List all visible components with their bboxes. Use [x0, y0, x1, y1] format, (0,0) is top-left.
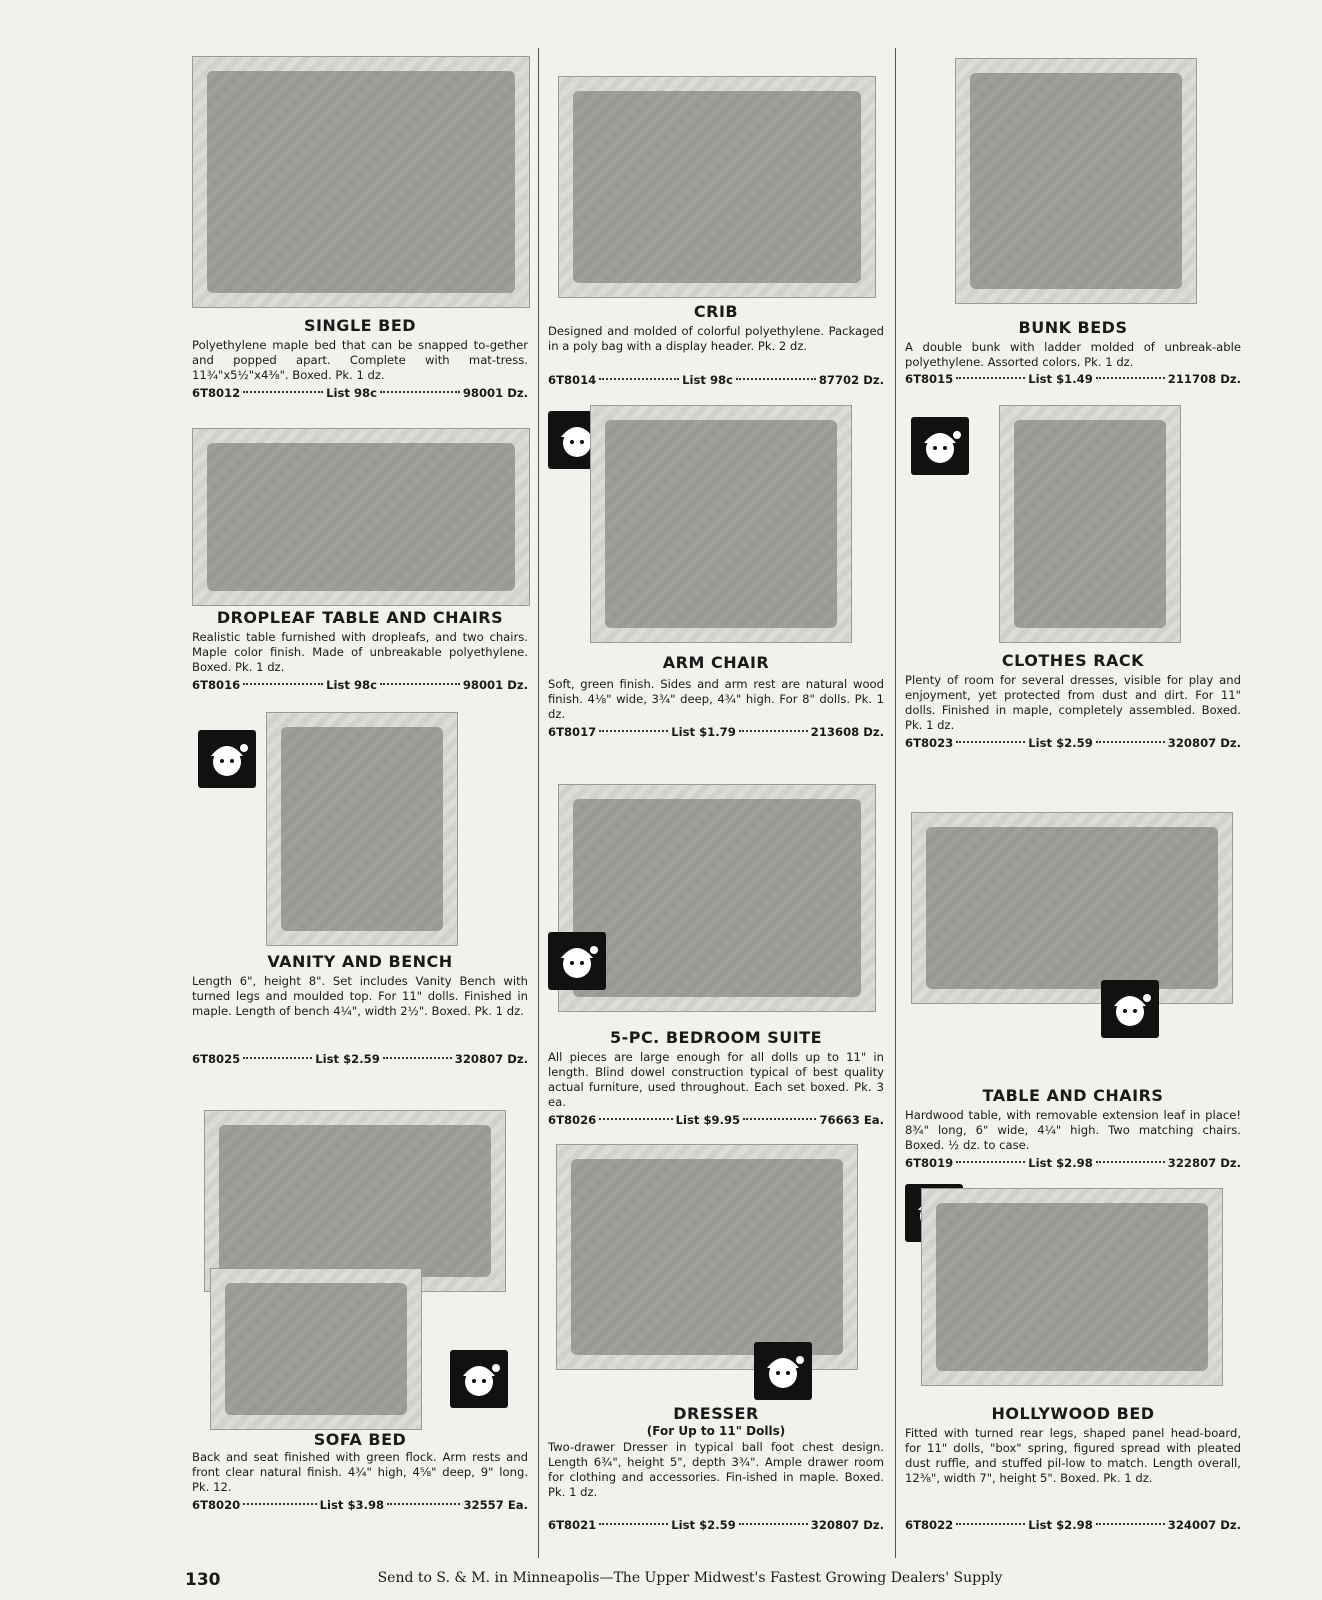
product-code: 6T8014 [548, 373, 597, 387]
sofa-bed-image [204, 1110, 506, 1292]
list-price: List $1.79 [671, 725, 736, 739]
product-vanity-bench [192, 712, 528, 1092]
product-price-line [905, 1156, 1241, 1170]
net-price: 322807 Dz. [1167, 1156, 1242, 1170]
page-number: 130 [185, 1570, 221, 1590]
product-code: 6T8012 [192, 386, 241, 400]
page-footer [185, 1570, 1225, 1590]
list-price: List $2.59 [1028, 736, 1093, 750]
net-price: 98001 Dz. [462, 678, 529, 692]
product-title: CLOTHES RACK [1001, 651, 1145, 670]
net-price: 320807 Dz. [454, 1052, 529, 1066]
list-price: List $2.98 [1028, 1518, 1093, 1532]
product-arm-chair [548, 405, 884, 765]
net-price: 76663 Ea. [819, 1113, 885, 1127]
product-code: 6T8022 [905, 1518, 954, 1532]
dresser-image [556, 1144, 858, 1370]
product-title: SINGLE BED [303, 316, 417, 335]
product-code: 6T8020 [192, 1498, 241, 1512]
product-description: Realistic table furnished with dropleafs, and two chairs. Maple color finish. Made of unbreakable polyethylene. Boxed. Pk. 1 dz. [192, 630, 528, 674]
net-price: 320807 Dz. [810, 1518, 885, 1532]
list-price: List $1.49 [1028, 372, 1093, 386]
net-price: 211708 Dz. [1167, 372, 1242, 386]
product-title: VANITY AND BENCH [267, 952, 453, 971]
product-title: DRESSER [673, 1404, 759, 1423]
product-dresser [548, 1142, 884, 1532]
net-price: 213608 Dz. [810, 725, 885, 739]
product-price-line [548, 373, 884, 387]
santa-icon [548, 932, 606, 990]
product-price-line [192, 678, 528, 692]
product-code: 6T8016 [192, 678, 241, 692]
list-price: List $3.98 [319, 1498, 385, 1512]
product-price-line [905, 736, 1241, 750]
vanity-bench-image [266, 712, 458, 946]
product-title: SOFA BED [313, 1430, 407, 1449]
product-dropleaf-table [192, 418, 528, 703]
product-crib [548, 48, 884, 400]
sofa-bed-open-image [210, 1268, 422, 1430]
product-description: Back and seat finished with green flock. Arm rests and front clear natural finish. 4¾" high, 4⅝" deep, 9" long. Pk. 12. [192, 1450, 528, 1494]
santa-icon [1101, 980, 1159, 1038]
hollywood-bed-image [921, 1188, 1223, 1386]
santa-icon [754, 1342, 812, 1400]
arm-chair-image [590, 405, 852, 643]
product-title: BUNK BEDS [1018, 318, 1128, 337]
product-bedroom-suite [548, 784, 885, 1127]
product-single-bed [192, 48, 528, 410]
list-price: List $2.59 [671, 1518, 736, 1532]
product-description: Fitted with turned rear legs, shaped panel head-board, for 11" dolls, "box" spring, figured spread with pleated dust ruffle, and stuffed pil-low to match. Length overall, 12⅜", width 7", height 5". Boxed. Pk. 1 dz. [905, 1426, 1241, 1485]
product-title: DROPLEAF TABLE AND CHAIRS [216, 608, 504, 627]
product-code: 6T8021 [548, 1518, 597, 1532]
santa-icon [450, 1350, 508, 1408]
product-price-line [905, 372, 1241, 386]
santa-icon [911, 417, 969, 475]
product-table-chairs [905, 800, 1242, 1170]
product-price-line [548, 1518, 884, 1532]
product-title: ARM CHAIR [662, 653, 770, 672]
footer-text: Send to S. & M. in Minneapolis—The Upper Midwest's Fastest Growing Dealers' Supply [377, 1570, 1003, 1586]
product-description: Plenty of room for several dresses, visible for play and enjoyment, yet protected from dust and dirt. For 11" dolls. Finished in maple, completely assembled. Boxed. Pk. 1 dz. [905, 673, 1241, 732]
dropleaf-table-image [192, 428, 530, 606]
net-price: 98001 Dz. [462, 386, 529, 400]
list-price: List 98c [326, 386, 377, 400]
product-subtitle: (For Up to 11" Dolls) [646, 1424, 786, 1438]
net-price: 324007 Dz. [1167, 1518, 1242, 1532]
product-title: 5-PC. BEDROOM SUITE [609, 1028, 823, 1047]
product-title: CRIB [693, 302, 739, 321]
product-description: A double bunk with ladder molded of unbreak-able polyethylene. Assorted colors. Pk. 1 dz. [905, 340, 1241, 369]
list-price: List 98c [682, 373, 733, 387]
product-description: Soft, green finish. Sides and arm rest are natural wood finish. 4⅛" wide, 3¾" deep, 4¾" high. For 8" dolls. Pk. 1 dz. [548, 677, 884, 721]
product-code: 6T8015 [905, 372, 954, 386]
net-price: 32557 Ea. [463, 1498, 529, 1512]
list-price: List 98c [326, 678, 377, 692]
product-description: Length 6", height 8". Set includes Vanity Bench with turned legs and moulded top. For 11" dolls. Finished in maple. Length of bench 4¼", width 2½". Boxed. Pk. 1 dz. [192, 974, 528, 1018]
product-price-line [548, 1113, 884, 1127]
product-code: 6T8026 [548, 1113, 597, 1127]
product-code: 6T8025 [192, 1052, 241, 1066]
product-description: Two-drawer Dresser in typical ball foot chest design. Length 6¾", height 5", depth 3¾". Ample drawer room for clothing and accessories. Fin-ished in maple. Boxed. Pk. 1 dz. [548, 1440, 884, 1499]
net-price: 320807 Dz. [1167, 736, 1242, 750]
product-code: 6T8023 [905, 736, 954, 750]
product-hollywood-bed [905, 1178, 1241, 1538]
product-description: Polyethylene maple bed that can be snapped to-gether and popped apart. Complete with mat-tress. 11¾"x5½"x4⅜". Boxed. Pk. 1 dz. [192, 338, 528, 382]
table-chairs-image [911, 812, 1233, 1004]
product-title: TABLE AND CHAIRS [982, 1086, 1164, 1105]
crib-image [558, 76, 876, 298]
product-clothes-rack [905, 405, 1241, 770]
net-price: 87702 Dz. [818, 373, 885, 387]
product-sofa-bed [192, 1110, 528, 1530]
santa-icon [198, 730, 256, 788]
bunk-beds-image [955, 58, 1197, 304]
list-price: List $2.98 [1028, 1156, 1093, 1170]
list-price: List $2.59 [315, 1052, 380, 1066]
product-description: Designed and molded of colorful polyethylene. Packaged in a poly bag with a display header. Pk. 2 dz. [548, 324, 884, 353]
product-price-line [548, 725, 884, 739]
column-divider-right [895, 48, 896, 1558]
product-code: 6T8019 [905, 1156, 954, 1170]
single-bed-image [192, 56, 530, 308]
product-description: Hardwood table, with removable extension leaf in place! 8¾" long, 6" wide, 4¼" high. Two matching chairs. Boxed. ½ dz. to case. [905, 1108, 1241, 1152]
column-divider-left [538, 48, 539, 1558]
product-price-line [905, 1518, 1241, 1532]
product-description: All pieces are large enough for all dolls up to 11" in length. Blind dowel construction typical of best quality actual furniture, used throughout. Each set boxed. Pk. 3 ea. [548, 1050, 884, 1109]
list-price: List $9.95 [675, 1113, 741, 1127]
product-price-line [192, 1052, 528, 1066]
product-title: HOLLYWOOD BED [991, 1404, 1155, 1423]
product-price-line [192, 1498, 528, 1512]
product-bunk-beds [905, 48, 1241, 388]
product-price-line [192, 386, 528, 400]
clothes-rack-image [999, 405, 1181, 643]
product-code: 6T8017 [548, 725, 597, 739]
